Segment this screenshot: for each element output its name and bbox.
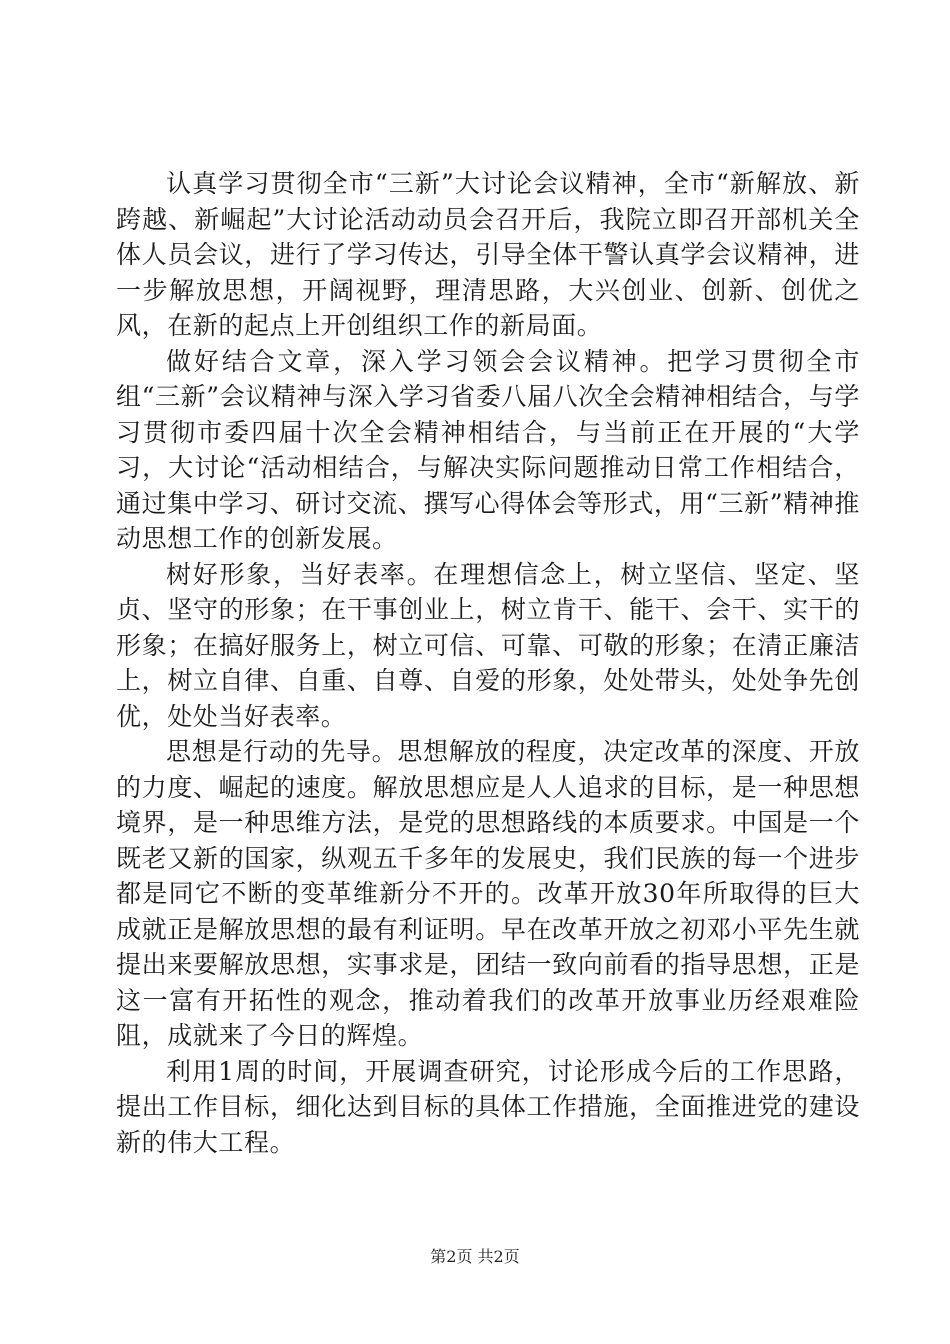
paragraph-research-plan: 利用1周的时间，开展调查研究，讨论形成今后的工作思路，提出工作目标，细化达到目标的具体工作措施，全面推进党的建设新的伟大工程。 — [116, 1056, 860, 1157]
paragraph-study-meeting: 认真学习贯彻全市“三新”大讨论会议精神，全市“新解放、新跨越、新崛起”大讨论活动动员会召开后，我院立即召开部机关全体人员会议，进行了学习传达，引导全体干警认真学会议精神，进一步解放思想，开阔视野，理清思路，大兴创业、创新、创优之风，在新的起点上开创组织工作的新局面。 — [116, 169, 860, 340]
page-number-footer: 第2页 共2页 — [430, 1247, 520, 1266]
paragraph-set-example: 树好形象，当好表率。在理想信念上，树立坚信、坚定、坚贞、坚守的形象；在干事创业上，树立肯干、能干、会干、实干的形象；在搞好服务上，树立可信、可靠、可敬的形象；在清正廉洁上，树立自律、自重、自尊、自爱的形象，处处带头，处处争先创优，处处当好表率。 — [116, 559, 860, 731]
document-body — [116, 166, 860, 1160]
paragraph-combine-work: 做好结合文章，深入学习领会会议精神。把学习贯彻全市组“三新”会议精神与深入学习省委八届八次全会精神相结合，与学习贯彻市委四届十次全会精神相结合，与当前正在开展的“大学习，大讨论“活动相结合，与解决实际问题推动日常工作相结合，通过集中学习、研讨交流、撰写心得体会等形式，用“三新”精神推动思想工作的创新发展。 — [116, 346, 860, 553]
paragraph-ideas-lead: 思想是行动的先导。思想解放的程度，决定改革的深度、开放的力度、崛起的速度。解放思想应是人人追求的目标，是一种思想境界，是一种思维方法，是党的思想路线的本质要求。中国是一个既老又新的国家，纵观五千多年的发展史，我们民族的每一个进步都是同它不断的变革维新分不开的。改革开放30年所取得的巨大成就正是解放思想的最有利证明。早在改革开放之初邓小平先生就提出来要解放思想，实事求是，团结一致向前看的指导思想，正是这一富有开拓性的观念，推动着我们的改革开放事业历经艰难险阻，成就来了今日的辉煌。 — [116, 737, 860, 1050]
